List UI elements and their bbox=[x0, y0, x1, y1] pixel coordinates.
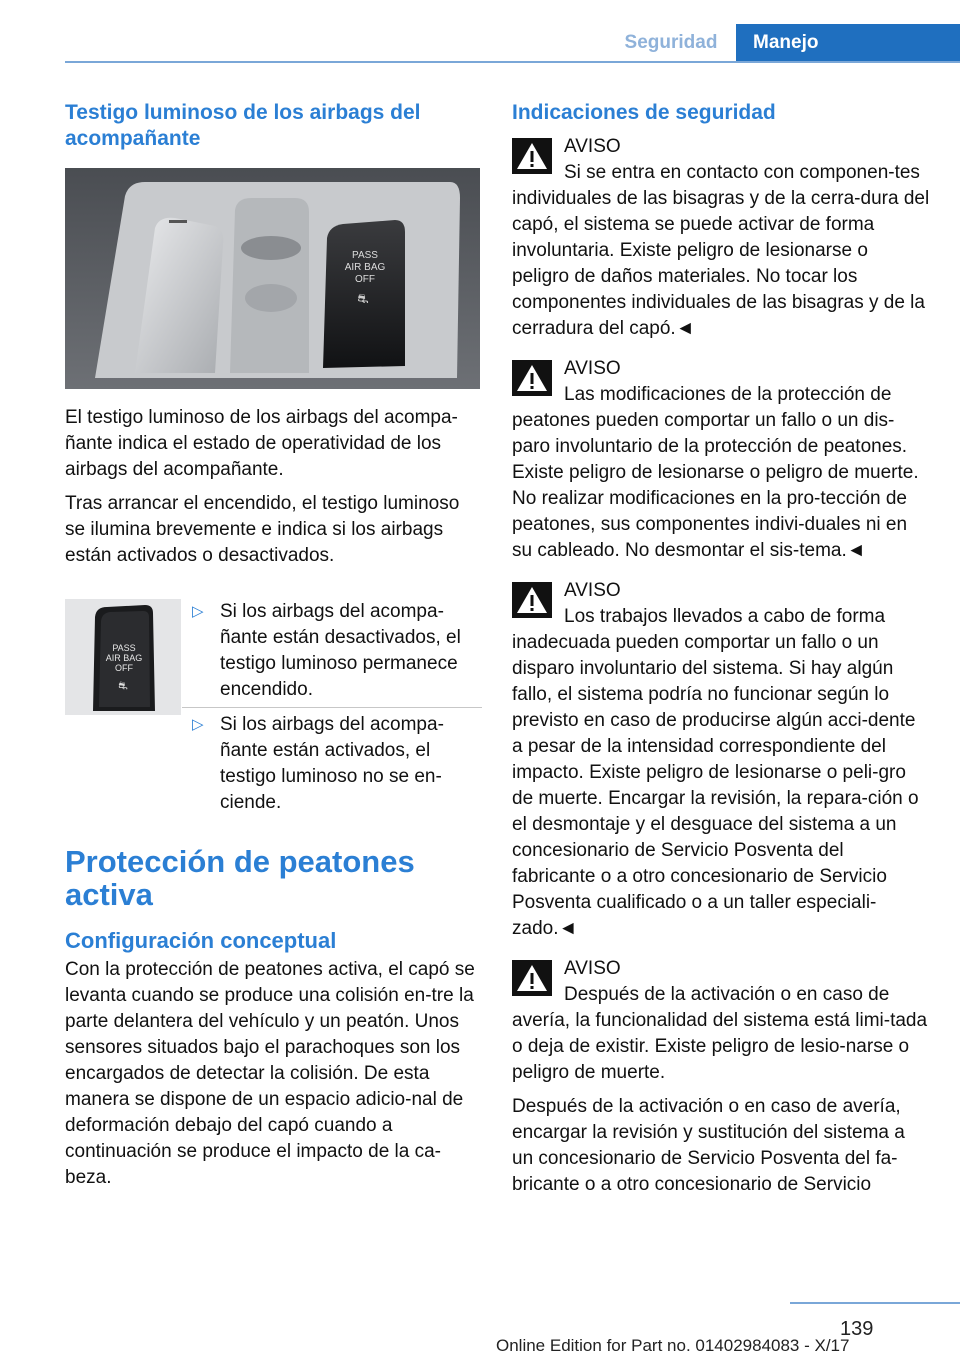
photo-label-pass: PASS bbox=[352, 250, 378, 261]
left-column bbox=[65, 100, 480, 1191]
seat-airbag-symbol: ⛐ bbox=[357, 292, 369, 307]
small-label-pass: PASS bbox=[112, 643, 136, 653]
indicator-bullet-list bbox=[182, 599, 482, 816]
subsection-title: Configuración conceptual bbox=[65, 928, 337, 953]
warning-block bbox=[512, 956, 930, 1086]
warning-text: Después de la activación o en caso de avería, la funcionalidad del sistema está limi-tada o deja de existir. Existe peligro de lesio-narse o peligro de muerte. bbox=[512, 984, 928, 1083]
heading-airbag-light: Testigo luminoso de los airbags del acompañante bbox=[65, 101, 421, 150]
para-airbag-light-2: Tras arrancar el encendido, el testigo luminoso se ilumina brevemente e indica si los airbags están activados o desactivados. bbox=[65, 493, 460, 566]
warning-triangle-icon bbox=[512, 582, 552, 618]
warning-label: AVISO bbox=[564, 958, 621, 979]
pass-airbag-off-photo bbox=[65, 599, 181, 715]
triangle-bullet-icon: ▷ bbox=[192, 716, 204, 733]
photo-label-off: OFF bbox=[355, 274, 375, 285]
para-airbag-light-1: El testigo luminoso de los airbags del acompa-ñante indica el estado de operatividad de los airbags del acompañante. bbox=[65, 407, 458, 480]
warning-triangle-icon bbox=[512, 360, 552, 396]
final-paragraph: Después de la activación o en caso de avería, encargar la revisión y sustitución del sistema a un concesionario de Servicio Posventa del fa-bricante o a otro concesionario de Servicio bbox=[512, 1096, 905, 1195]
warning-text: Los trabajos llevados a cabo de forma inadecuada pueden comportar un fallo o un disparo involuntario del sistema. Si hay algún fallo, el sistema podría no funcionar según lo previsto en caso de producirse algún acci-dente a pesar de la intensidad correspondiente del impacto. Existe peligro de lesionarse o peli-gro de muerte. Encargar la revisión, la repara-ción o el desmontaje y el desguace del sistema a un concesionario de Servicio Posventa del fabricante o a otro concesionario de Servicio Posventa cualificado o a un taller especiali-zado.◄ bbox=[512, 606, 919, 939]
section-paragraph: Con la protección de peatones activa, el capó se levanta cuando se produce una colisión en-tre la parte delantera del vehículo y un peatón. Unos sensores situados bajo el parachoques son los encargados de detectar la colisión. De esta manera se dispone de un espacio adicio-nal de deformación debajo del capó cuando a continuación se produce el impacto de la ca-beza. bbox=[65, 959, 475, 1188]
warning-block bbox=[512, 356, 930, 564]
warning-block bbox=[512, 578, 930, 942]
heading-safety-notes: Indicaciones de seguridad bbox=[512, 101, 776, 124]
warning-label: AVISO bbox=[564, 580, 621, 601]
bullet-item bbox=[182, 707, 482, 816]
bullet-text: Si los airbags del acompa-ñante están activados, el testigo luminoso no se en-ciende. bbox=[220, 714, 444, 813]
right-column bbox=[512, 100, 930, 1198]
small-label-airbag: AIR BAG bbox=[105, 653, 143, 663]
small-label-off: OFF bbox=[115, 663, 133, 673]
warning-block bbox=[512, 134, 930, 342]
footer-rule bbox=[790, 1302, 960, 1304]
indicator-block bbox=[65, 599, 480, 831]
header-rule bbox=[65, 61, 960, 63]
warning-label: AVISO bbox=[564, 358, 621, 379]
bullet-text: Si los airbags del acompa-ñante están desactivados, el testigo luminoso permanece encendido. bbox=[220, 601, 461, 700]
tab-manejo[interactable]: Manejo bbox=[736, 24, 960, 62]
page-number: 139 bbox=[840, 1318, 874, 1340]
airbag-console-photo bbox=[65, 168, 480, 389]
warning-text: Si se entra en contacto con componen-tes individuales de las bisagras y de la cerra-dura del capó, el sistema se puede activar de forma involuntaria. Existe peligro de lesionarse o peligro de daños materiales. No tocar los componentes individuales de las bisagras y de la cerradura del capó.◄ bbox=[512, 162, 930, 339]
section-title: Protección de peatones activa bbox=[65, 844, 415, 912]
edition-note: Online Edition for Part no. 01402984083 - X/17 bbox=[496, 1336, 850, 1355]
console-illustration bbox=[65, 168, 480, 389]
small-seat-symbol: ⛐ bbox=[118, 679, 128, 692]
photo-label-airbag: AIR BAG bbox=[344, 262, 386, 273]
pass-airbag-off-button bbox=[65, 599, 181, 715]
warning-triangle-icon bbox=[512, 138, 552, 174]
tab-seguridad[interactable]: Seguridad bbox=[624, 32, 718, 53]
bullet-item bbox=[182, 599, 482, 703]
warning-text: Las modificaciones de la protección de peatones pueden comportar un fallo o un dis-paro involuntario de la protección de peatones. Existe peligro de lesionarse o peligro de muerte. No realizar modificaciones en la pro-tección de peatones, sus componentes indivi-duales ni en su cableado. No desmontar el sis-tema.◄ bbox=[512, 384, 919, 561]
warning-label: AVISO bbox=[564, 136, 621, 157]
warning-triangle-icon bbox=[512, 960, 552, 996]
triangle-bullet-icon: ▷ bbox=[192, 603, 204, 620]
